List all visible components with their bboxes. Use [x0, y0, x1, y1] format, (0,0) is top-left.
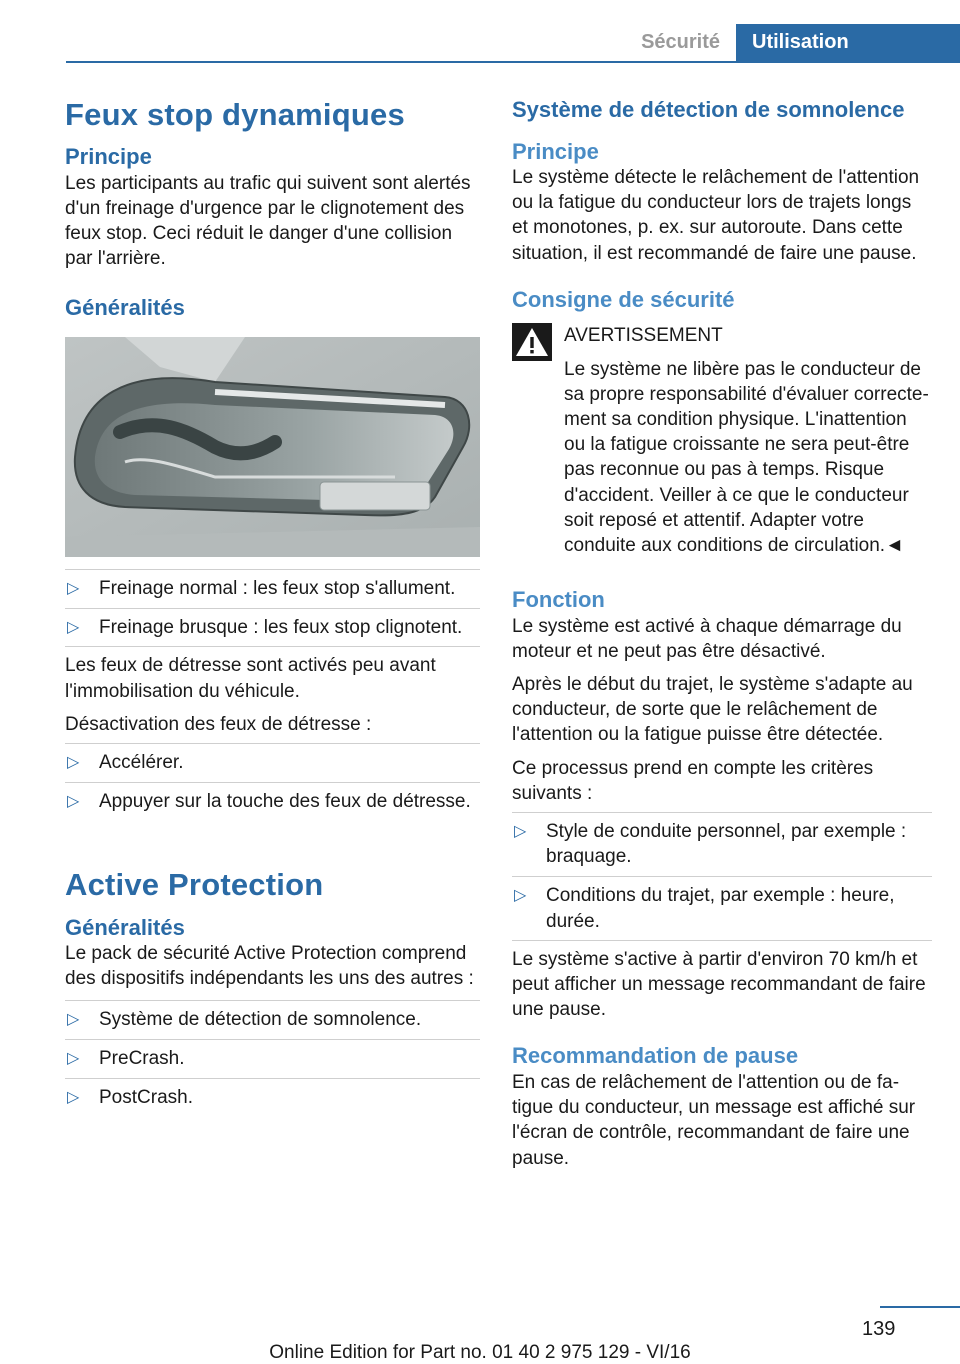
- triangle-bullet-icon: ▷: [67, 754, 80, 772]
- hazard-list: [65, 750, 480, 814]
- heading-principe-right: Principe: [512, 138, 599, 164]
- fonction-text-1: Le système est activé à chaque démarrage du moteur et ne peut pas être désactivé.: [512, 615, 902, 662]
- list-item: ▷ Système de détection de somnolence.: [65, 1007, 480, 1032]
- principe-right-text: Le système détecte le relâchement de l'attention ou la fatigue du conducteur lors de trajets longs et monotones, p. ex. sur autoroute. Dans cette situation, il est recommandé de faire une pause.: [512, 167, 920, 264]
- divider: [65, 1000, 480, 1001]
- footer-rule: [880, 1306, 960, 1308]
- heading-feux-stop: Feux stop dynamiques: [65, 97, 405, 132]
- protection-list: [65, 1007, 480, 1111]
- list-item: ▷ PreCrash.: [65, 1039, 480, 1071]
- para-detresse: Les feux de détresse sont activés peu avant l'immobilisation du véhicule.: [65, 655, 436, 702]
- divider: [512, 812, 932, 813]
- list-item: ▷ Freinage normal : les feux stop s'allument.: [65, 576, 480, 601]
- divider: [65, 569, 480, 570]
- heading-pause: Recommandation de pause: [512, 1043, 799, 1069]
- pause-text: En cas de relâchement de l'attention ou de fatigue du conducteur, un message est affiché sur l'écran de contrôle, recommandant de faire une pause.: [512, 1071, 916, 1169]
- header-rule: [66, 61, 960, 63]
- criteria-list: [512, 819, 932, 934]
- generalites2-text: Le pack de sécurité Active Protection comprend des dispositifs indépendants les uns des autres :: [65, 943, 474, 990]
- page-number: 139: [862, 1318, 896, 1340]
- triangle-bullet-icon: ▷: [67, 1049, 80, 1067]
- list-item: ▷ Appuyer sur la touche des feux de détresse.: [65, 782, 480, 814]
- heading-active-protection: Active Protection: [65, 867, 324, 903]
- heading-generalites: Généralités: [65, 294, 185, 320]
- right-column: [512, 96, 932, 1171]
- list-item: ▷ PostCrash.: [65, 1078, 480, 1110]
- para-desactivation: Désactivation des feux de détresse :: [65, 713, 372, 735]
- warning-box: [512, 323, 932, 558]
- principe-text: Les participants au trafic qui suivent sont alertés d'un freinage d'urgence par le clignotement des feux stop. Ceci réduit le danger d'une collision par l'arrière.: [65, 172, 471, 270]
- triangle-bullet-icon: ▷: [67, 619, 80, 637]
- heading-somnolence: Système de détection de somnolence: [512, 97, 905, 122]
- heading-fonction: Fonction: [512, 587, 605, 613]
- warning-label: AVERTISSEMENT: [564, 325, 723, 347]
- divider: [65, 743, 480, 744]
- brake-list: [65, 576, 480, 640]
- edition-footer: Online Edition for Part no. 01 40 2 975 129 - VI/16: [269, 1342, 691, 1363]
- left-column: [65, 96, 480, 1110]
- list-item: ▷ Freinage brusque : les feux stop clignotent.: [65, 608, 480, 640]
- heading-principe: Principe: [65, 144, 152, 170]
- triangle-bullet-icon: ▷: [67, 1088, 80, 1106]
- list-item: ▷ Accélérer.: [65, 750, 480, 775]
- list-item: ▷ Style de conduite personnel, par exemple : braquage.: [514, 821, 907, 868]
- heading-generalites-2: Généralités: [65, 914, 185, 940]
- triangle-bullet-icon: ▷: [67, 1010, 80, 1028]
- fonction-text-2: Après le début du trajet, le système s'adapte au conducteur, de sorte que le relâchement de l'attention ou la fatigue puisse être détectée.: [512, 674, 913, 746]
- warning-triangle-icon: [512, 323, 552, 361]
- warning-text: Le système ne libère pas le conducteur de sa propre responsabilité d'évaluer correctement sa condition physique. L'inattention ou la fatigue croissante ne sera peut-être pas reconnue ou pas à temps. Risque d'accident. Veiller à ce que le conducteur soit reposé et attentif. Adapter votre conduite aux conditions de circulation.◄: [564, 358, 929, 556]
- tab-securite[interactable]: Sécurité: [641, 31, 720, 53]
- fonction-text-4: Le système s'active à partir d'environ 70 km/h et peut afficher un message recommandant de faire une pause.: [512, 948, 926, 1021]
- fonction-text-3: Ce processus prend en compte les critères suivants :: [512, 757, 874, 804]
- tab-utilisation[interactable]: Utilisation: [736, 24, 960, 61]
- list-item: ▷ Conditions du trajet, par exemple : heure, durée.: [512, 876, 932, 933]
- rear-lamp-illustration: [65, 337, 480, 557]
- triangle-bullet-icon: ▷: [514, 823, 527, 841]
- triangle-bullet-icon: ▷: [67, 793, 80, 811]
- triangle-bullet-icon: ▷: [67, 580, 80, 597]
- heading-consigne: Consigne de sécurité: [512, 286, 735, 312]
- triangle-bullet-icon: ▷: [514, 887, 527, 905]
